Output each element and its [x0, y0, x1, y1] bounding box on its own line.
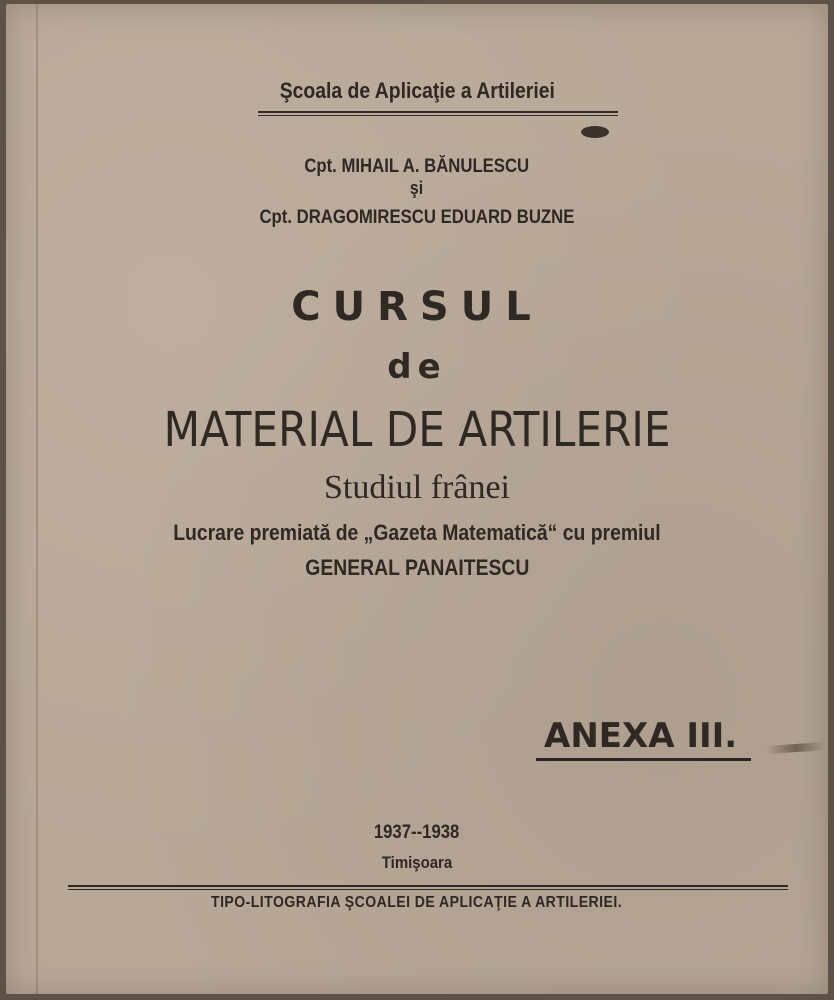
ink-blot — [581, 126, 609, 138]
title-cursul: CURSUL — [291, 284, 543, 330]
author-two: Cpt. DRAGOMIRESCU EDUARD BUZNE — [259, 207, 575, 228]
school-name: Şcoala de Aplicaţie a Artileriei — [279, 78, 555, 103]
annex-label: ANEXA III. — [544, 716, 738, 756]
printer-line: TIPO-LITOGRAFIA ŞCOALEI DE APLICAŢIE A ARTILERIEI. — [211, 894, 623, 911]
author-one: Cpt. MIHAIL A. BĂNULESCU — [304, 156, 530, 177]
prize-line-two: GENERAL PANAITESCU — [304, 555, 530, 580]
footer-rule — [68, 885, 788, 890]
subtitle: Studiul frânei — [323, 469, 511, 506]
school-underline — [258, 111, 618, 116]
title-de: de — [387, 347, 447, 387]
book-cover — [6, 4, 828, 994]
city: Timişoara — [381, 853, 453, 872]
paper-smudge — [766, 742, 826, 754]
author-conjunction: şi — [410, 178, 424, 198]
main-title: MATERIAL DE ARTILERIE — [163, 402, 671, 458]
academic-years: 1937--1938 — [374, 822, 460, 843]
prize-line-one: Lucrare premiată de „Gazeta Matematică“ cu premiul — [173, 520, 661, 545]
annex-underline — [536, 758, 751, 761]
